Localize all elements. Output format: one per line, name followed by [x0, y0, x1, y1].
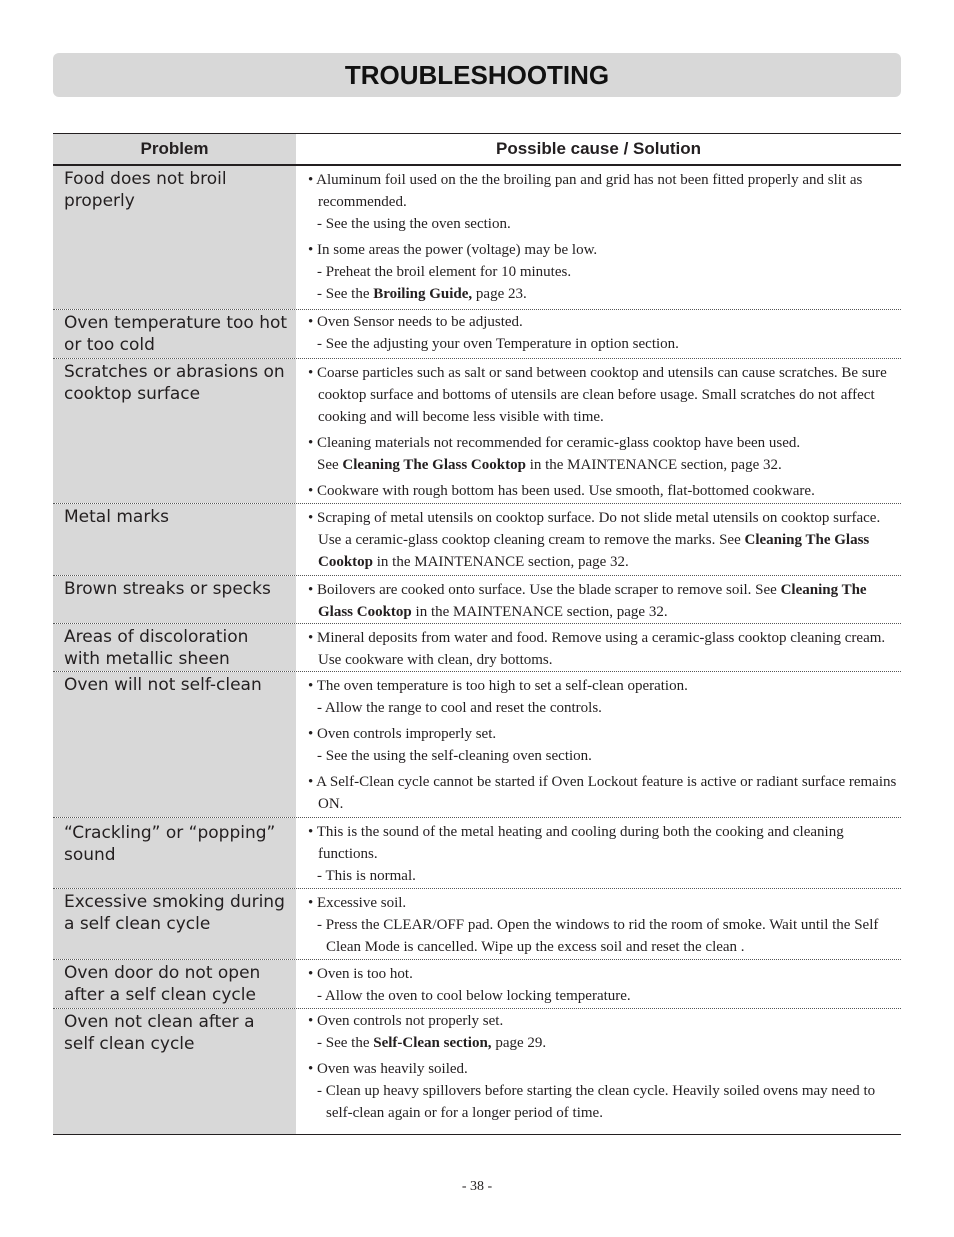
bullet: • Oven was heavily soiled. [308, 1061, 468, 1077]
solution-cell [296, 672, 901, 817]
bullet: • Cleaning materials not recommended for ceramic-glass cooktop have been used. [308, 435, 801, 451]
solution-cell [296, 818, 901, 888]
bold-ref: Self-Clean section, [373, 1035, 492, 1051]
table-row [53, 624, 901, 672]
table-row [53, 166, 901, 310]
solution-cell [296, 889, 901, 959]
bullet: • This is the sound of the metal heating and cooling during both the cooking and cleaning functions. [308, 824, 844, 862]
text: in the MAINTENANCE section, page 32. [525, 457, 782, 473]
bullet: • The oven temperature is too high to set a self-clean operation. [308, 678, 688, 694]
table-header [53, 134, 901, 166]
text: See [317, 457, 343, 473]
page-number: - 38 - [461, 1179, 493, 1194]
bold-ref: Broiling Guide, [373, 286, 473, 302]
problem-cell: Oven temperature too hot or too cold [53, 310, 296, 358]
table-row [53, 504, 901, 576]
bullet: • Oven controls not properly set. [308, 1013, 504, 1029]
problem-cell: Areas of discoloration with metallic sheen [53, 624, 296, 671]
sub-item [308, 1032, 899, 1054]
sub-item: - See the adjusting your oven Temperature in option section. [317, 336, 679, 352]
solution-cell [296, 359, 901, 503]
problem-cell: Oven will not self-clean [53, 672, 296, 817]
bullet: • Coarse particles such as salt or sand between cooktop and utensils can cause scratches. Be sure cooktop surface and bottoms of utensils are clean before usage. Small scratches do not affect cooking and will become less visible with time. [308, 365, 887, 425]
solution-cell [296, 1009, 901, 1134]
sub-item: - Clean up heavy spillovers before starting the clean cycle. Heavily soiled ovens may need to self-clean again or for a longer period of time. [317, 1083, 876, 1121]
sub-item: - Allow the oven to cool below locking temperature. [317, 988, 631, 1004]
problem-cell: Brown streaks or specks [53, 576, 296, 623]
bold-ref: Cleaning The Glass Cooktop [318, 532, 870, 570]
bullet: • Oven Sensor needs to be adjusted. [308, 314, 523, 330]
sub-item: - See the using the oven section. [317, 216, 511, 232]
problem-cell: Oven door do not open after a self clean cycle [53, 960, 296, 1008]
title-bar [53, 53, 901, 97]
sub-item: - See the using the self-cleaning oven section. [317, 748, 592, 764]
text: - See the [317, 1035, 374, 1051]
problem-cell: Oven not clean after a self clean cycle [53, 1009, 296, 1134]
page-title: TROUBLESHOOTING [344, 59, 610, 90]
text: in the MAINTENANCE section, page 32. [411, 604, 668, 620]
bullet: • Excessive soil. [308, 895, 407, 911]
table-row [53, 310, 901, 359]
solution-cell [296, 576, 901, 623]
header-solution: Possible cause / Solution [496, 139, 701, 158]
bold-ref: Cleaning The Glass Cooktop [318, 582, 867, 620]
troubleshooting-table [53, 133, 901, 1135]
problem-cell: Scratches or abrasions on cooktop surface [53, 359, 296, 503]
text: - See the [317, 286, 374, 302]
sub-item [308, 454, 899, 476]
bullet [308, 507, 899, 573]
solution-cell [296, 960, 901, 1008]
bullet: • Oven is too hot. [308, 966, 413, 982]
solution-cell [296, 310, 901, 358]
table-row [53, 576, 901, 624]
bullet: • Oven controls improperly set. [308, 726, 497, 742]
text: page 23. [472, 286, 527, 302]
sub-item: - This is normal. [317, 868, 416, 884]
problem-cell: Metal marks [53, 504, 296, 575]
bullet: • Cookware with rough bottom has been used. Use smooth, flat-bottomed cookware. [308, 483, 815, 499]
problem-cell: “Crackling” or “popping” sound [53, 818, 296, 888]
text: • Scraping of metal utensils on cooktop surface. Do not slide metal utensils on cooktop surface. Use a ceramic-glass cooktop cleaning cream to remove the marks. See [308, 510, 881, 548]
table-row [53, 889, 901, 960]
table-row [53, 960, 901, 1009]
text: • Boilovers are cooked onto surface. Use the blade scraper to remove soil. See [308, 582, 781, 598]
bullet: • Mineral deposits from water and food. Remove using a ceramic-glass cooktop cleaning cream. Use cookware with clean, dry bottoms. [308, 630, 886, 668]
bullet: • Aluminum foil used on the the broiling pan and grid has not been fitted properly and slit as recommended. [308, 172, 863, 210]
bullet: • A Self-Clean cycle cannot be started if Oven Lockout feature is active or radiant surface remains ON. [308, 774, 897, 812]
sub-item: - Press the CLEAR/OFF pad. Open the windows to rid the room of smoke. Wait until the Self Clean Mode is cancelled. Wipe up the excess soil and reset the clean . [317, 917, 879, 955]
text: page 29. [491, 1035, 547, 1051]
table-row [53, 359, 901, 504]
problem-cell: Excessive smoking during a self clean cycle [53, 889, 296, 959]
bold-ref: Cleaning The Glass Cooktop [342, 457, 526, 473]
sub-item [308, 283, 899, 305]
bullet [308, 579, 899, 623]
table-row [53, 818, 901, 889]
text: in the MAINTENANCE section, page 32. [373, 554, 629, 570]
sub-item: - Allow the range to cool and reset the controls. [317, 700, 602, 716]
problem-cell: Food does not broil properly [53, 166, 296, 309]
header-problem: Problem [53, 134, 296, 164]
table-row [53, 672, 901, 818]
solution-cell [296, 166, 901, 309]
solution-cell [296, 504, 901, 575]
solution-cell [296, 624, 901, 671]
bullet: • In some areas the power (voltage) may be low. [308, 242, 598, 258]
table-row [53, 1009, 901, 1134]
sub-item: - Preheat the broil element for 10 minutes. [317, 264, 572, 280]
